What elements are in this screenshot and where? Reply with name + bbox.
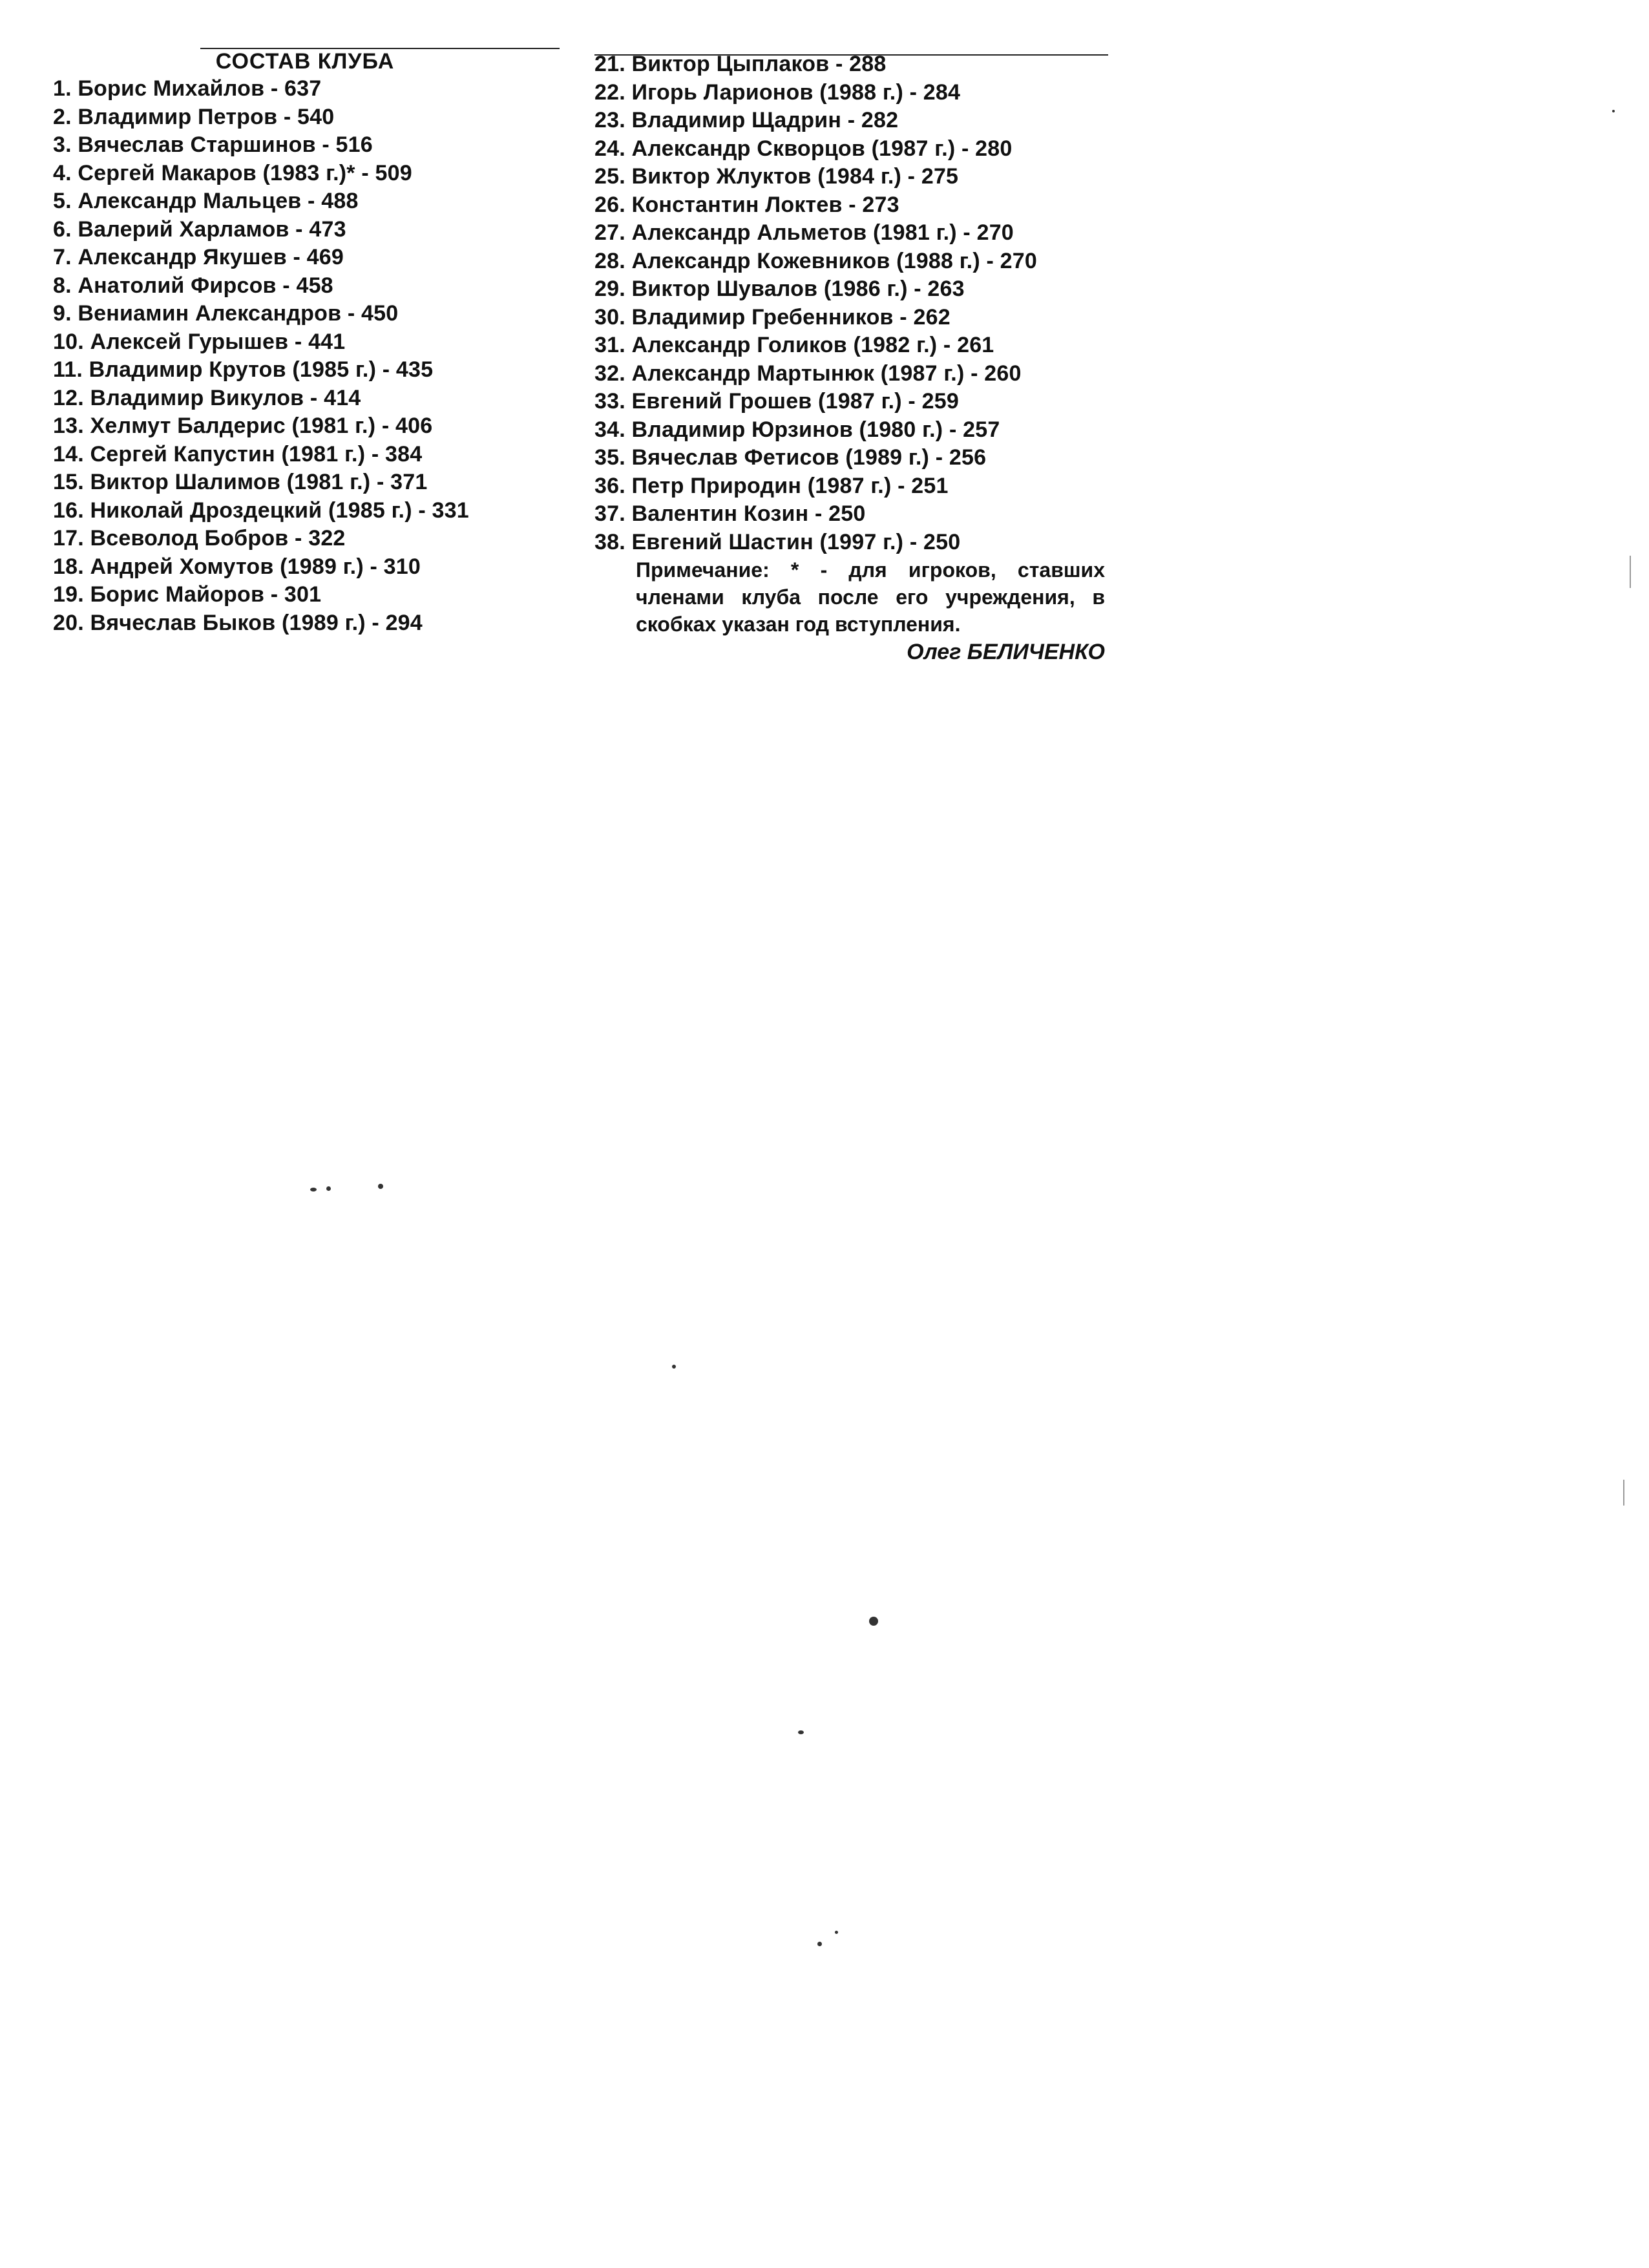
scan-speck <box>672 1365 676 1369</box>
roster-entry: 35. Вячеслав Фетисов (1989 г.) - 256 <box>594 445 987 470</box>
roster-entry: 28. Александр Кожевников (1988 г.) - 270 <box>594 248 1037 273</box>
roster-entry: 26. Константин Локтев - 273 <box>594 192 899 217</box>
roster-entry: 37. Валентин Козин - 250 <box>594 501 866 526</box>
roster-entry: 18. Андрей Хомутов (1989 г.) - 310 <box>53 554 421 579</box>
scan-speck <box>1612 110 1615 112</box>
roster-entry: 38. Евгений Шастин (1997 г.) - 250 <box>594 529 961 554</box>
roster-entry: 29. Виктор Шувалов (1986 г.) - 263 <box>594 277 965 301</box>
roster-entry: 4. Сергей Макаров (1983 г.)* - 509 <box>53 160 412 185</box>
scan-speck <box>835 1931 838 1934</box>
roster-entry: 34. Владимир Юрзинов (1980 г.) - 257 <box>594 417 1000 442</box>
roster-entry: 17. Всеволод Бобров - 322 <box>53 526 346 551</box>
scan-speck <box>817 1942 822 1946</box>
roster-entry: 3. Вячеслав Старшинов - 516 <box>53 132 373 157</box>
roster-entry: 20. Вячеслав Быков (1989 г.) - 294 <box>53 610 423 635</box>
roster-entry: 16. Николай Дроздецкий (1985 г.) - 331 <box>53 498 469 523</box>
scan-speck <box>869 1617 878 1626</box>
scan-speck <box>378 1184 383 1189</box>
roster-entry: 10. Алексей Гурышев - 441 <box>53 329 346 354</box>
roster-entry: 12. Владимир Викулов - 414 <box>53 385 361 410</box>
roster-entry: 24. Александр Скворцов (1987 г.) - 280 <box>594 136 1013 161</box>
roster-entry: 22. Игорь Ларионов (1988 г.) - 284 <box>594 79 961 105</box>
roster-entry: 23. Владимир Щадрин - 282 <box>594 108 899 132</box>
scan-edge-mark <box>1623 1480 1624 1506</box>
scan-speck <box>798 1730 804 1734</box>
roster-entry: 36. Петр Природин (1987 г.) - 251 <box>594 473 949 498</box>
roster-entry: 15. Виктор Шалимов (1981 г.) - 371 <box>53 470 428 494</box>
scan-speck <box>310 1188 317 1192</box>
roster-entry: 8. Анатолий Фирсов - 458 <box>53 273 333 298</box>
roster-entry: 30. Владимир Гребенников - 262 <box>594 304 951 330</box>
roster-entry: 33. Евгений Грошев (1987 г.) - 259 <box>594 389 959 414</box>
roster-entry: 19. Борис Майоров - 301 <box>53 582 322 607</box>
left-column <box>53 48 557 637</box>
footnote-text: * - для игроков, ставших членами клуба после его учреждения, в скобках указан год вступления. <box>636 558 1105 636</box>
roster-entry: 25. Виктор Жлуктов (1984 г.) - 275 <box>594 164 959 189</box>
club-roster-list-left <box>53 75 557 637</box>
roster-entry: 27. Александр Альметов (1981 г.) - 270 <box>594 220 1014 245</box>
roster-entry: 9. Вениамин Александров - 450 <box>53 301 399 326</box>
roster-entry: 13. Хелмут Балдерис (1981 г.) - 406 <box>53 414 433 438</box>
footnote <box>594 556 1105 638</box>
roster-entry: 14. Сергей Капустин (1981 г.) - 384 <box>53 441 423 467</box>
scan-speck <box>326 1186 331 1191</box>
article-title: СОСТАВ КЛУБА <box>215 49 395 74</box>
roster-entry: 11. Владимир Крутов (1985 г.) - 435 <box>53 357 434 382</box>
roster-entry: 6. Валерий Харламов - 473 <box>53 216 346 242</box>
author-signature: Олег БЕЛИЧЕНКО <box>907 640 1105 664</box>
roster-entry: 31. Александр Голиков (1982 г.) - 261 <box>594 333 994 357</box>
right-column <box>594 48 1105 666</box>
roster-entry: 2. Владимир Петров - 540 <box>53 104 335 129</box>
roster-entry: 21. Виктор Цыплаков - 288 <box>594 52 887 76</box>
roster-entry: 7. Александр Якушев - 469 <box>53 245 344 269</box>
roster-entry: 32. Александр Мартынюк (1987 г.) - 260 <box>594 361 1022 386</box>
scan-edge-mark <box>1630 556 1631 588</box>
footnote-label: Примечание: <box>636 558 770 582</box>
club-roster-list-right <box>594 50 1105 556</box>
roster-entry: 5. Александр Мальцев - 488 <box>53 189 359 213</box>
roster-entry: 1. Борис Михайлов - 637 <box>53 76 322 101</box>
